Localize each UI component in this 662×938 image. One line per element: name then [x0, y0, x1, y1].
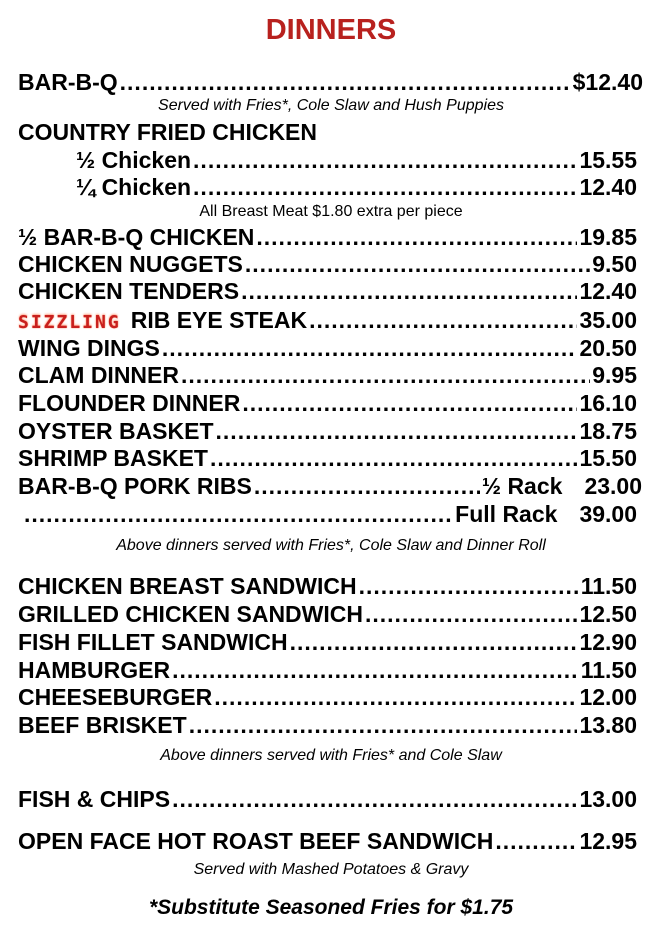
- item-name: OYSTER BASKET: [18, 418, 214, 444]
- dinners-note: Above dinners served with Fries*, Cole Slaw and Dinner Roll: [116, 537, 546, 554]
- menu-item-clam-dinner: [18, 361, 637, 389]
- roast-beef-note: Served with Mashed Potatoes & Gravy: [193, 861, 469, 878]
- menu-item-chicken-nuggets: [18, 250, 637, 278]
- leader-dots: [359, 572, 579, 600]
- menu-item-roast-beef-sandwich: [18, 827, 637, 855]
- leader-dots: [193, 146, 577, 174]
- sandwich-note: Above dinners served with Fries* and Cole Slaw: [160, 747, 502, 764]
- leader-dots: [495, 827, 577, 855]
- item-name: FISH FILLET SANDWICH: [18, 629, 288, 655]
- item-name: FISH & CHIPS: [18, 786, 171, 812]
- item-name: BAR-B-Q PORK RIBS: [18, 473, 252, 499]
- fries-substitution-note: *Substitute Seasoned Fries for $1.75: [148, 896, 514, 919]
- item-name: CHICKEN NUGGETS: [18, 251, 243, 277]
- country-fried-chicken-header: COUNTRY FRIED CHICKEN: [18, 119, 318, 145]
- item-price: 12.40: [579, 278, 637, 304]
- item-name: CLAM DINNER: [18, 362, 179, 388]
- item-name: HAMBURGER: [18, 657, 171, 683]
- item-name: WING DINGS: [18, 335, 160, 361]
- item-price: 13.80: [579, 712, 637, 738]
- item-name: CHEESEBURGER: [18, 684, 213, 710]
- sizzling-badge: SIZZLING: [18, 312, 121, 333]
- leader-dots: [210, 444, 577, 472]
- menu-item-wing-dings: [18, 334, 637, 362]
- item-price: 39.00: [579, 501, 637, 527]
- menu-item-chicken-breast-sandwich: [18, 572, 637, 600]
- menu-item-fish-fillet-sandwich: [18, 628, 637, 656]
- item-name: CHICKEN TENDERS: [18, 278, 240, 304]
- item-name: BEEF BRISKET: [18, 712, 187, 738]
- leader-dots: [254, 472, 480, 500]
- menu-item-rib-eye-steak: [18, 306, 637, 337]
- leader-dots: [245, 250, 590, 278]
- item-price: 12.50: [579, 601, 637, 627]
- menu-item-oyster-basket: [18, 417, 637, 445]
- leader-dots: [181, 361, 590, 389]
- item-price: $12.40: [572, 69, 643, 95]
- menu-item-beef-brisket: [18, 711, 637, 739]
- item-price: 13.00: [579, 786, 637, 812]
- item-price: 11.50: [580, 657, 637, 683]
- half-rack-label: ½ Rack: [481, 473, 563, 499]
- menu-item-grilled-chicken-sandwich: [18, 600, 637, 628]
- leader-dots: [256, 223, 577, 251]
- item-name: OPEN FACE HOT ROAST BEEF SANDWICH: [18, 828, 494, 854]
- item-name: ¼ Chicken: [76, 174, 192, 200]
- leader-dots: [189, 711, 578, 739]
- item-price: 15.55: [579, 147, 637, 173]
- full-rack-label: Full Rack: [455, 501, 558, 527]
- leader-dots: [193, 173, 577, 201]
- menu-title: DINNERS: [265, 14, 397, 46]
- item-price: 12.95: [579, 828, 637, 854]
- item-price: 9.50: [592, 251, 637, 277]
- item-price: 11.50: [580, 573, 637, 599]
- leader-dots: [365, 600, 577, 628]
- breast-meat-note: All Breast Meat $1.80 extra per piece: [199, 203, 463, 220]
- menu-item-pork-ribs-full: [22, 500, 637, 528]
- menu-item-fish-chips: [18, 785, 637, 813]
- leader-dots: [120, 68, 571, 96]
- leader-dots: [214, 683, 577, 711]
- menu-item-quarter-chicken: [76, 173, 637, 201]
- menu-item-half-chicken: [76, 146, 637, 174]
- menu-item-chicken-tenders: [18, 277, 637, 305]
- item-name: SHRIMP BASKET: [18, 445, 208, 471]
- item-name: ½ Chicken: [76, 147, 192, 173]
- leader-dots: [242, 389, 577, 417]
- leader-dots: [309, 306, 577, 334]
- item-price: 9.95: [592, 362, 637, 388]
- item-price: 23.00: [584, 473, 642, 499]
- item-price: 15.50: [579, 445, 637, 471]
- menu-item-pork-ribs-half: [18, 472, 642, 500]
- item-name: GRILLED CHICKEN SANDWICH: [18, 601, 363, 627]
- menu-item-flounder-dinner: [18, 389, 637, 417]
- item-price: 35.00: [579, 307, 637, 333]
- leader-dots: [216, 417, 578, 445]
- item-name: RIB EYE STEAK: [130, 307, 308, 333]
- leader-dots: [24, 500, 453, 528]
- item-name: BAR-B-Q: [18, 69, 118, 95]
- leader-dots: [162, 334, 578, 362]
- menu-item-shrimp-basket: [18, 444, 637, 472]
- item-name: CHICKEN BREAST SANDWICH: [18, 573, 357, 599]
- leader-dots: [241, 277, 577, 305]
- menu-item-half-barbq-chicken: [18, 223, 637, 251]
- item-price: 18.75: [579, 418, 637, 444]
- item-price: 12.90: [579, 629, 637, 655]
- item-price: 16.10: [579, 390, 637, 416]
- leader-dots: [290, 628, 578, 656]
- barbq-note: Served with Fries*, Cole Slaw and Hush Puppies: [158, 97, 504, 114]
- item-price: 20.50: [579, 335, 637, 361]
- menu-item-cheeseburger: [18, 683, 637, 711]
- item-price: 12.00: [579, 684, 637, 710]
- item-name: FLOUNDER DINNER: [18, 390, 241, 416]
- item-price: 19.85: [579, 224, 637, 250]
- item-price: 12.40: [579, 174, 637, 200]
- menu-item-barbq: [18, 68, 643, 96]
- leader-dots: [172, 785, 577, 813]
- menu-item-hamburger: [18, 656, 637, 684]
- item-name: ½ BAR-B-Q CHICKEN: [18, 224, 255, 250]
- leader-dots: [172, 656, 579, 684]
